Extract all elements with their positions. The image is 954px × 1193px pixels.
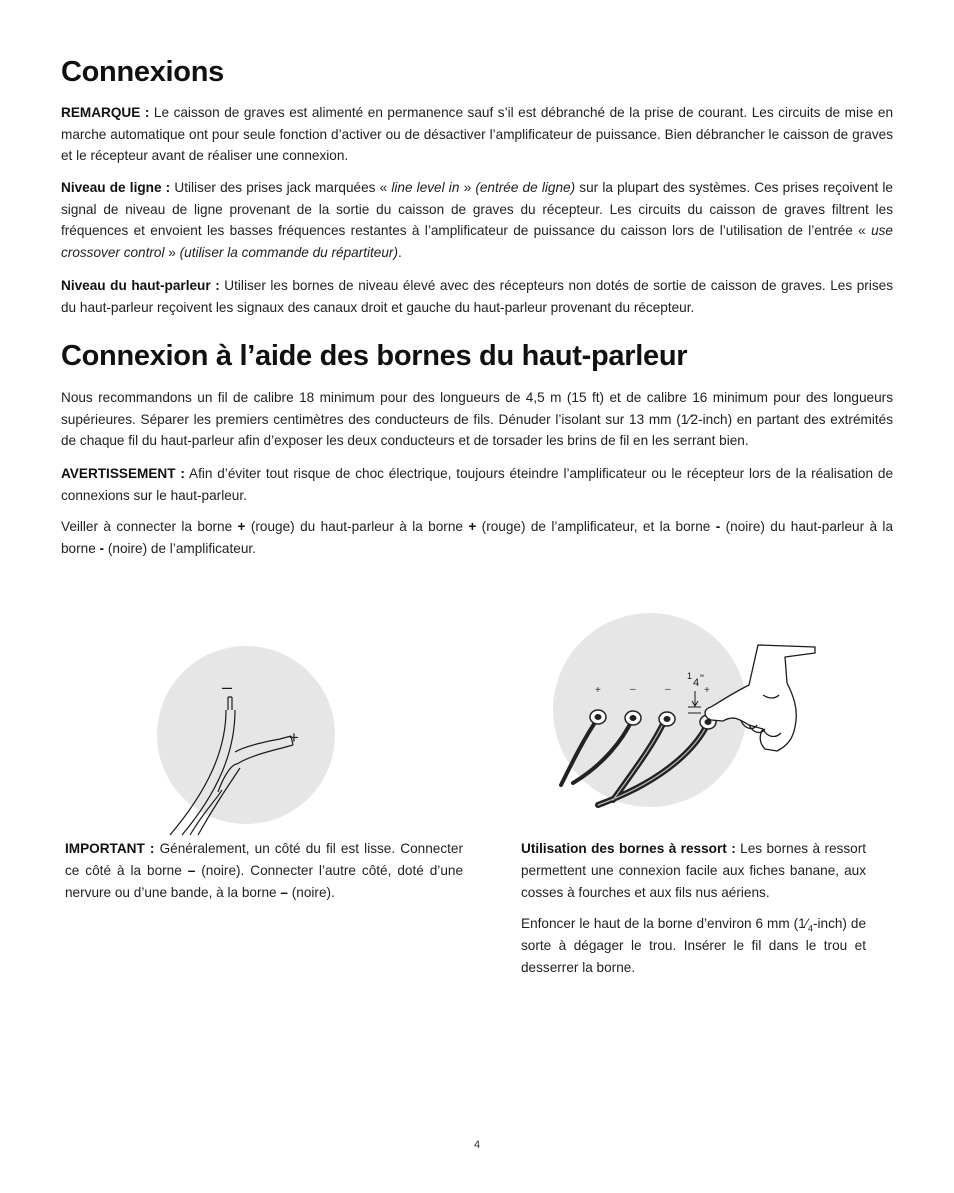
section-title-connexions: Connexions: [61, 56, 224, 88]
line-level-label: Niveau de ligne :: [61, 180, 171, 195]
line-level-italic: (entrée de ligne): [475, 180, 576, 195]
speaker-level-text: Utiliser les bornes de niveau élevé avec des récepteurs non dotés de sortie de caisson de graves. Les prises du haut-parleur reçoivent les signaux des canaux droit et gauche du haut-parleur provenant du récepteur.: [61, 278, 893, 315]
note-text: Le caisson de graves est alimenté en permanence sauf s’il est débranché de la prise de courant. Les circuits de mise en marche automatique ont pour seule fonction d’activer ou de désactiver l’amplificateur de puissance. Bien débrancher le caisson de graves et le récepteur avant de réaliser une connexion.: [61, 105, 893, 164]
minus-sign: -: [99, 540, 105, 556]
line-level-text: »: [459, 180, 476, 195]
fraction-denominator: 4: [807, 923, 813, 934]
dimension-inch-mark: ": [700, 673, 704, 685]
terminal-label: +: [595, 685, 601, 696]
spring-terminal-illustration: [553, 625, 823, 805]
line-level-italic: (utiliser la commande du répartiteur): [179, 244, 398, 260]
page-number: 4: [473, 1139, 481, 1151]
terminal: [590, 710, 606, 724]
dash-sign: –: [280, 884, 288, 900]
spring-terminals-paragraph: [521, 838, 866, 903]
terminal-label: +: [704, 685, 710, 696]
warning-text: Afin d’éviter tout risque de choc électrique, toujours éteindre l’amplificateur ou le récepteur lors de la réalisation de connexions sur le haut-parleur.: [61, 466, 894, 503]
terminal-label: –: [630, 684, 636, 695]
spring-terminals-text: Les bornes à ressort permettent une connexion facile aux fiches banane, aux cosses à fourches et aux fils nus aériens.: [521, 841, 866, 900]
wire-illustration: [150, 640, 350, 835]
plus-sign: +: [237, 519, 246, 534]
line-level-italic: use crossover control: [61, 223, 893, 260]
minus-label: –: [222, 677, 233, 697]
terminal: [625, 711, 641, 725]
dimension-numerator: 1: [687, 671, 693, 681]
note-paragraph: [61, 102, 893, 167]
important-text: (noire).: [287, 884, 335, 900]
spring-terminals-label: Utilisation des bornes à ressort :: [521, 841, 736, 856]
terminal-label: –: [665, 684, 671, 695]
line-level-text: sur la plupart des systèmes. Ces prises reçoivent le signal de niveau de ligne provenant de la sortie du caisson de graves du récepteur. Les circuits du caisson de graves filtrent les fréquences et envoient les basses fréquences restantes à l’amplificateur de puissance du caisson lors de l’utilisation de l’entrée «: [61, 180, 893, 239]
polarity-text: (noire) du haut-parleur à la borne: [61, 519, 893, 556]
polarity-text: (rouge) de l’amplificateur, et la borne: [476, 519, 716, 534]
terminal: [659, 712, 675, 726]
important-text: Généralement, un côté du fil est lisse. Connecter ce côté à la borne: [65, 841, 463, 878]
minus-sign: -: [715, 519, 721, 534]
section-title-speaker-terminals: Connexion à l’aide des bornes du haut-parleur: [61, 340, 688, 372]
line-level-text: .: [397, 244, 402, 260]
plus-label: +: [289, 728, 299, 747]
line-level-text: Utiliser des prises jack marquées «: [170, 180, 392, 195]
dimension-denominator: 4: [693, 677, 700, 689]
dash-sign: –: [187, 862, 196, 878]
push-terminal-text: Enfoncer le haut de la borne d’environ 6 mm (1⁄: [521, 916, 808, 931]
polarity-text: (rouge) du haut-parleur à la borne: [245, 519, 469, 534]
wire-background-circle: [157, 646, 335, 824]
important-label: IMPORTANT :: [65, 841, 155, 856]
important-text: (noire). Connecter l’autre côté, doté d’une nervure ou d’une bande, à la borne: [65, 862, 464, 900]
polarity-text: (noire) de l’amplificateur.: [104, 540, 256, 556]
speaker-level-label: Niveau du haut-parleur :: [61, 278, 220, 293]
push-terminal-text: -inch) de sorte à dégager le trou. Insérer le fil dans le trou et desserrer la borne.: [521, 916, 867, 975]
speaker-level-paragraph: [61, 275, 893, 318]
warning-paragraph: [61, 463, 893, 506]
important-paragraph: [65, 838, 463, 903]
line-level-paragraph: [61, 177, 893, 263]
polarity-paragraph: [61, 516, 893, 559]
wire-gauge-paragraph: Nous recommandons un fil de calibre 18 minimum pour des longueurs de 4,5 m (15 ft) et de calibre 16 minimum pour des longueurs supérieures. Séparer les premiers centimètres des conducteurs de fils. Dénuder l’isolant sur 13 mm (1⁄2-inch) en partant des extrémités de chaque fil du haut-parleur afin d’exposer les deux conducteurs et de torsader les brins de fil en les serrant bien.: [61, 390, 893, 449]
warning-label: AVERTISSEMENT :: [61, 466, 185, 481]
polarity-text: Veiller à connecter la borne: [61, 519, 238, 534]
line-level-italic: line level in: [391, 180, 460, 195]
push-terminal-paragraph: [521, 913, 866, 978]
plus-sign: +: [468, 519, 477, 534]
note-label: REMARQUE :: [61, 105, 150, 120]
line-level-text: »: [164, 244, 180, 260]
